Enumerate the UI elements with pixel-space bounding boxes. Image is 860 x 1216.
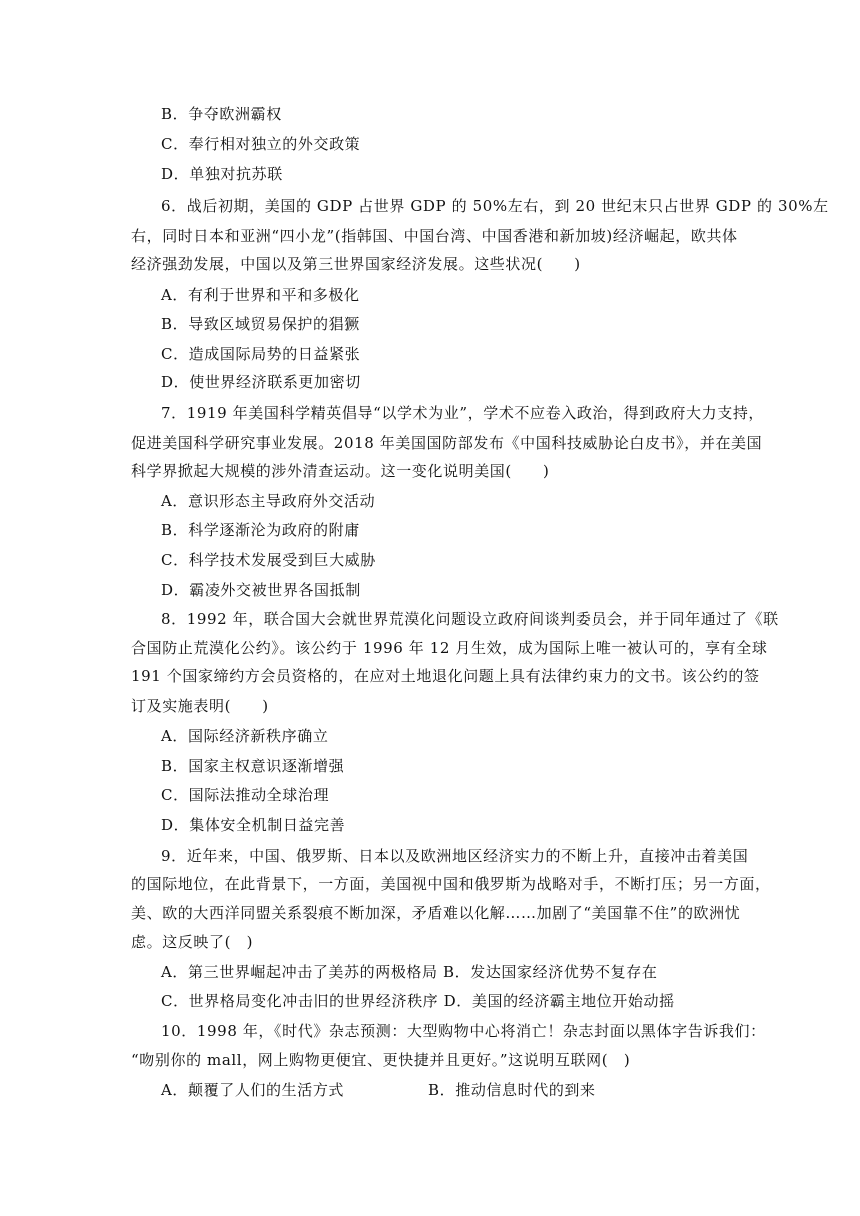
q8-option-d: D．集体安全机制日益完善 [161, 816, 346, 834]
q6-stem-line-1: 6．战后初期，美国的 GDP 占世界 GDP 的 50%左右，到 20 世纪末只占世界 GDP 的 30%左 [161, 197, 829, 215]
q9-options-row-2: C．世界格局变化冲击旧的世界经济秩序 D．美国的经济霸主地位开始动摇 [161, 992, 675, 1010]
q5-option-b: B．争夺欧洲霸权 [161, 105, 282, 123]
q8-option-a: A．国际经济新秩序确立 [161, 727, 329, 745]
q7-option-c: C．科学技术发展受到巨大威胁 [161, 551, 376, 569]
q8-stem-line-1: 8．1992 年，联合国大会就世界荒漠化问题设立政府间谈判委员会，并于同年通过了《联 [161, 610, 779, 628]
q7-stem-line-1: 7．1919 年美国科学精英倡导“以学术为业”，学术不应卷入政治，得到政府大力支持， [161, 404, 765, 422]
q9-options-row-1: A．第三世界崛起冲击了美苏的两极格局 B．发达国家经济优势不复存在 [161, 963, 658, 981]
q5-option-d: D．单独对抗苏联 [161, 165, 283, 183]
q7-option-a: A．意识形态主导政府外交活动 [161, 492, 376, 510]
q8-stem-line-2: 合国防止荒漠化公约》。该公约于 1996 年 12 月生效，成为国际上唯一被认可的，享有全球 [131, 639, 768, 657]
q6-option-d: D．使世界经济联系更加密切 [161, 373, 361, 391]
q9-stem-line-4: 虑。这反映了( ) [131, 933, 254, 951]
q5-option-c: C．奉行相对独立的外交政策 [161, 135, 361, 153]
q7-option-b: B．科学逐渐沦为政府的附庸 [161, 521, 360, 539]
q7-option-d: D．霸凌外交被世界各国抵制 [161, 581, 361, 599]
q7-stem-line-2: 促进美国科学研究事业发展。2018 年美国国防部发布《中国科技威胁论白皮书》，并在美国 [131, 434, 763, 452]
q10-stem-line-1: 10．1998 年，《时代》杂志预测：大型购物中心将消亡！杂志封面以黑体字告诉我们： [161, 1022, 766, 1040]
q8-option-b: B．国家主权意识逐渐增强 [161, 757, 345, 775]
q9-stem-line-1: 9．近年来，中国、俄罗斯、日本以及欧洲地区经济实力的不断上升，直接冲击着美国 [161, 847, 749, 865]
q6-option-a: A．有利于世界和平和多极化 [161, 286, 360, 304]
q6-stem-line-3: 经济强劲发展，中国以及第三世界国家经济发展。这些状况( ) [131, 255, 581, 273]
q9-stem-line-2: 的国际地位，在此背景下，一方面，美国视中国和俄罗斯为战略对手，不断打压；另一方面， [131, 875, 771, 893]
q7-stem-line-3: 科学界掀起大规模的涉外清查运动。这一变化说明美国( ) [131, 462, 550, 480]
q8-option-c: C．国际法推动全球治理 [161, 786, 330, 804]
q10-stem-line-2: “吻别你的 mall，网上购物更便宜、更快捷并且更好。”这说明互联网( ) [131, 1051, 631, 1069]
q9-stem-line-3: 美、欧的大西洋同盟关系裂痕不断加深，矛盾难以化解……加剧了“美国靠不住”的欧洲忧 [131, 904, 741, 922]
q10-option-a: A．颠覆了人们的生活方式 [161, 1081, 345, 1099]
q6-stem-line-2: 右，同时日本和亚洲“四小龙”(指韩国、中国台湾、中国香港和新加坡)经济崛起，欧共体 [131, 227, 738, 245]
q6-option-b: B．导致区域贸易保护的猖獗 [161, 315, 360, 333]
q8-stem-line-3: 191 个国家缔约方会员资格的，在应对土地退化问题上具有法律约束力的文书。该公约的签 [131, 667, 760, 685]
q8-stem-line-4: 订及实施表明( ) [131, 697, 269, 715]
q10-option-b: B．推动信息时代的到来 [428, 1081, 596, 1099]
q6-option-c: C．造成国际局势的日益紧张 [161, 345, 361, 363]
